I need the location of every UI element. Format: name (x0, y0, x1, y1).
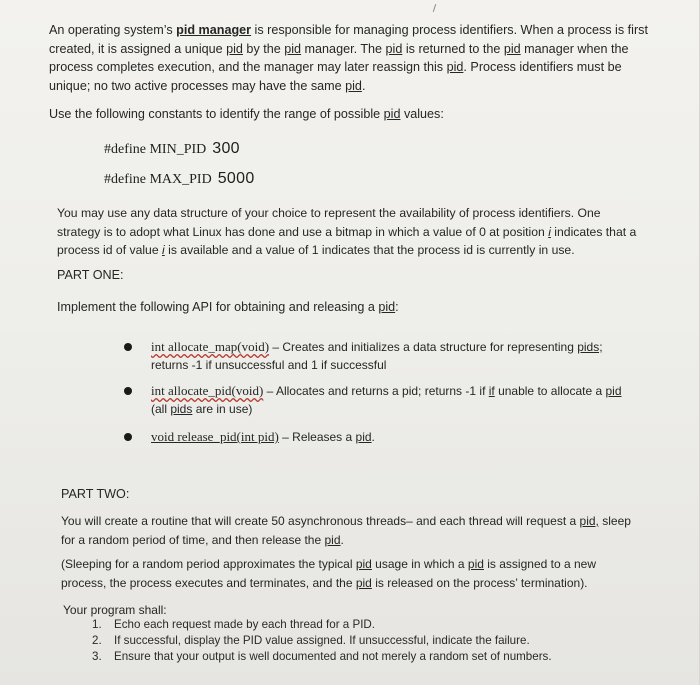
pid-term: pid (226, 41, 243, 56)
api-description: . (371, 430, 375, 444)
sleeping-text: is assigned to a new process, the process executes and terminates, and the (61, 557, 596, 590)
api-description: – Creates and initializes a data structure for representing (269, 340, 578, 354)
list-number: 2. (92, 634, 102, 647)
list-number: 1. (92, 618, 102, 631)
pids-term: pids (170, 402, 193, 416)
threads-text: You will create a routine that will create 50 asynchronous threads– and each thread will request a (61, 514, 580, 528)
sleeping-paragraph (61, 555, 636, 592)
define-label: #define MAX_PID (104, 172, 212, 187)
pid-term: pid (503, 41, 521, 56)
pid-term: pid (383, 107, 401, 121)
sleeping-text: usage in which a (371, 557, 468, 571)
index-variable: i (162, 243, 165, 257)
pid-term: pid (355, 557, 372, 571)
api-allocate-map (151, 338, 631, 374)
implement-text: : (395, 300, 399, 314)
bitmap-text: You may use any data structure of your choice to represent the availability of process identifiers. One strategy is to adopt what Linux has done and use a bitmap in which a value of 0 at position (57, 206, 601, 239)
api-allocate-pid (151, 382, 631, 418)
intro-text: manager when the process completes execution, and the manager may later reassign this (49, 41, 629, 74)
api-signature: void release_pid(int pid) (151, 429, 279, 444)
threads-text: . (340, 532, 344, 547)
define-value: 5000 (217, 170, 255, 187)
pid-term: pid (467, 557, 484, 571)
bitmap-paragraph (57, 204, 637, 260)
define-value: 300 (212, 140, 240, 157)
pids-term: pids; (577, 340, 603, 354)
pen-mark (433, 4, 436, 12)
bullet-icon (124, 387, 132, 395)
bitmap-text: indicates that a process id of value (57, 224, 637, 257)
pid-term: pid (446, 60, 464, 74)
api-description: – Releases a (278, 430, 356, 444)
bitmap-text: is available and a value of 1 indicates that the process id is currently in use. (164, 243, 575, 257)
threads-text: sleep for a random period of time, and then release the (61, 514, 631, 547)
bullet-icon (124, 343, 132, 351)
pid-term: pid (378, 300, 396, 314)
part-two-heading: PART TWO: (61, 487, 130, 501)
intro-text: . (361, 78, 366, 93)
intro-text: An operating system’s (49, 23, 177, 37)
sleeping-text: is released on the process’ termination). (371, 575, 588, 590)
api-signature: int allocate_pid(void) (151, 383, 264, 398)
list-number: 3. (92, 650, 102, 663)
pid-term: pid (355, 575, 372, 590)
api-description: returns -1 if unsuccessful and 1 if successful (151, 358, 387, 372)
requirement-text: Echo each request made by each thread for a PID. (114, 618, 376, 631)
requirements-heading: Your program shall: (63, 603, 167, 617)
intro-text: . Process identifiers must be unique; no two active processes may have the same (49, 60, 622, 93)
pid-term: pid (345, 78, 362, 93)
define-max-pid (104, 170, 255, 188)
pid-term: pid (605, 384, 622, 398)
requirement-item (92, 650, 552, 663)
pid-term: pid (284, 41, 302, 56)
requirement-text: Ensure that your output is well documented and not merely a random set of numbers. (114, 650, 552, 663)
if-term: if (488, 384, 495, 398)
intro-paragraph (49, 21, 649, 95)
constants-text: Use the following constants to identify the range of possible (49, 107, 384, 121)
constants-text: values: (400, 107, 444, 121)
api-signature: int allocate_map(void) (151, 339, 270, 354)
implement-api-line (57, 298, 399, 317)
api-description: unable to allocate a (494, 384, 606, 398)
define-label: #define MIN_PID (104, 142, 207, 157)
part-one-heading: PART ONE: (57, 268, 124, 282)
pid-term: pid, (579, 514, 599, 528)
requirement-item (92, 634, 530, 647)
intro-text: is responsible for managing process identifiers. When a process is first created, it is assigned a unique (49, 23, 648, 56)
constants-intro (49, 105, 649, 124)
pid-term: pid (385, 41, 403, 56)
pid-term: pid (324, 532, 341, 547)
bullet-icon (124, 433, 132, 441)
pid-manager-term: pid manager (176, 23, 252, 37)
index-variable: i (548, 224, 551, 239)
pid-term: pid (355, 430, 372, 444)
api-description: (all (151, 402, 171, 416)
requirement-text: If successful, display the PID value assigned. If unsuccessful, indicate the failure. (114, 634, 530, 647)
requirement-item (92, 618, 375, 631)
sleeping-text: (Sleeping for a random period approximates the typical (61, 557, 356, 571)
intro-text: is returned to the (402, 41, 504, 56)
api-description: – Allocates and returns a pid; returns -1 if (263, 384, 489, 398)
implement-text: Implement the following API for obtaining and releasing a (57, 300, 379, 314)
threads-paragraph (61, 512, 636, 549)
intro-text: by the (242, 41, 285, 56)
define-min-pid (104, 140, 240, 158)
api-description: are in use) (192, 402, 253, 416)
api-release-pid (151, 428, 631, 446)
intro-text: manager. The (301, 41, 386, 56)
